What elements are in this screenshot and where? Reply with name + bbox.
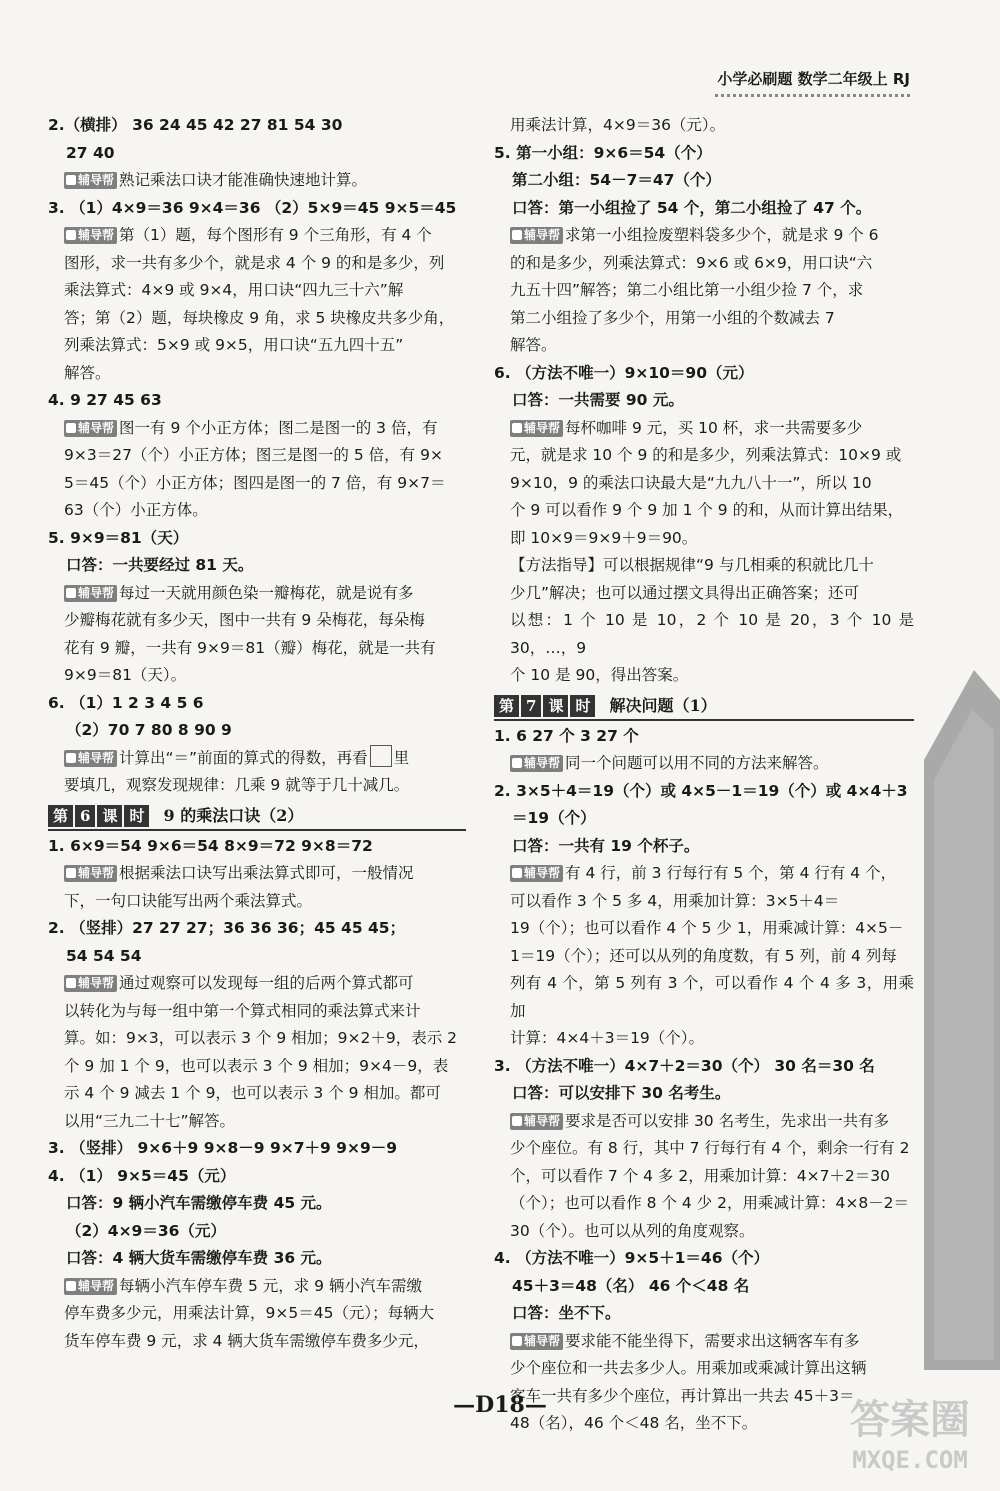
l6-q3: 3. （竖排） 9×6＋9 9×8－9 9×7＋9 9×9－9 (48, 1139, 398, 1157)
page-header-title: 小学必刷题 数学二年级上 RJ (717, 70, 910, 88)
l6-q4-answer2: 口答：4 辆大货车需缴停车费 36 元。 (66, 1249, 332, 1267)
q6-line2: （2）70 7 80 8 90 9 (66, 721, 232, 739)
hint-badge: 辅导帮 (510, 227, 563, 244)
hint-icon (512, 758, 522, 768)
l7-q4-answer: 口答：坐不下。 (512, 1304, 621, 1322)
l7-q3-answer: 口答：可以安排下 30 名考生。 (512, 1084, 731, 1102)
q5-answer: 口答：一共要经过 81 天。 (66, 556, 254, 574)
r-q5-line1: 5. 第一小组：9×6＝54（个） (494, 143, 712, 162)
right-column (494, 112, 914, 1438)
q2-hint: 辅导帮 熟记乘法口诀才能准确快速地计算。 (48, 167, 466, 195)
side-decoration (924, 670, 1000, 1370)
hint-icon (66, 588, 76, 598)
q5-hint: 辅导帮 每过一天就用颜色染一瓣梅花，就是说有多 少瓣梅花就有多少天，图中一共有 9 朵梅花，每朵梅 花有 9 瓣，一共有 9×9＝81（瓣）梅花，就是一共有 9×9＝81（天）。 (64, 583, 436, 684)
hint-icon (66, 175, 76, 185)
r-q6-method-guide: 【方法指导】可以根据规律“9 与几相乘的积就比几十 少几”解决；也可以通过摆文具得出正确答案；还可 以想：1 个 10 是 10，2 个 10 是 20，3 个 10 是 30，…，9 个 10 是 90，得出答案。 (510, 556, 914, 684)
header-dotted-rule (715, 94, 910, 97)
q6-hint: 辅导帮 计算出“＝”前面的算式的得数，再看 里 要填几，观察发现规律：几乘 9 就等于几十减几。 (48, 745, 466, 800)
q4-hint: 辅导帮 图一有 9 个小正方体；图二是图一的 3 倍，有 9×3＝27（个）小正方体；图三是图一的 5 倍，有 9× 5＝45（个）小正方体；图四是图一的 7 倍，有 9×7＝ 63（个）小正方体。 (64, 418, 446, 519)
l7-q2-line2: ＝19（个） (512, 809, 596, 827)
l7-q1-hint: 辅导帮 同一个问题可以用不同的方法来解答。 (494, 750, 914, 778)
l7-q4-line2: 45＋3＝48（名） 46 个＜48 名 (512, 1276, 750, 1295)
lesson-6-heading: 第 6 课 时 9 的乘法口诀（2） (48, 803, 466, 831)
l6-q4-line2: （2）4×9＝36（元） (66, 1221, 226, 1240)
q3-line1: 3. （1）4×9＝36 9×4＝36 （2）5×9＝45 9×5＝45 (48, 198, 457, 217)
q4-line1: 4. 9 27 45 63 (48, 391, 162, 409)
hint-badge: 辅导帮 (64, 227, 117, 244)
page-number: —D18— (453, 1392, 547, 1418)
hint-icon (512, 1336, 522, 1346)
l6-q4-line1: 4. （1） 9×5＝45（元） (48, 1166, 236, 1185)
hint-badge: 辅导帮 (64, 172, 117, 189)
hint-badge: 辅导帮 (64, 750, 117, 767)
hint-icon (512, 1116, 522, 1126)
l6-q4-answer1: 口答：9 辆小汽车需缴停车费 45 元。 (66, 1194, 332, 1212)
l7-q1: 1. 6 27 个 3 27 个 (494, 726, 639, 745)
left-column (48, 112, 466, 1355)
q5-line1: 5. 9×9＝81（天） (48, 528, 189, 547)
r-q6-line1: 6. （方法不唯一）9×10＝90（元） (494, 363, 754, 382)
l6-q4-hint: 辅导帮 每辆小汽车停车费 5 元，求 9 辆小汽车需缴 停车费多少元，用乘法计算，9×5＝45（元）；每辆大 货车停车费 9 元，求 4 辆大货车需缴停车费多少元， (64, 1276, 435, 1350)
hint-badge: 辅导帮 (510, 420, 563, 437)
continued-text: 用乘法计算，4×9＝36（元）。 (510, 116, 726, 134)
q3-hint: 辅导帮 第（1）题，每个图形有 9 个三角形，有 4 个 图形，求一共有多少个，就是求 4 个 9 的和是多少，列 乘法算式：4×9 或 9×4，用口诀“四九三十六”解 答；第（2）题，每块橡皮 9 角，求 5 块橡皮共多少角， 列乘法算式：5×9 或 9×5，用口诀“五九四十五” 解答。 (64, 226, 455, 382)
hint-icon (512, 230, 522, 240)
l6-q1-hint: 辅导帮 根据乘法口诀写出乘法算式即可，一般情况 下，一句口诀能写出两个乘法算式。 (64, 864, 414, 910)
l7-q4-line1: 4. （方法不唯一）9×5＋1＝46（个） (494, 1249, 769, 1267)
q2-line1: 2.（横排） 36 24 45 42 27 81 54 30 (48, 116, 343, 134)
hint-icon (66, 1281, 76, 1291)
l7-q2-answer: 口答：一共有 19 个杯子。 (512, 836, 700, 855)
l6-q2-line1: 2. （竖排）27 27 27；36 36 36；45 45 45； (48, 919, 406, 937)
lesson-7-title: 解决问题（1） (609, 695, 717, 715)
hint-badge: 辅导帮 (64, 585, 117, 602)
hint-icon (66, 868, 76, 878)
hint-badge: 辅导帮 (510, 755, 563, 772)
hint-badge: 辅导帮 (510, 865, 563, 882)
lesson-7-heading: 第 7 课 时 解决问题（1） (494, 693, 914, 721)
hint-icon (66, 423, 76, 433)
r-q5-hint: 辅导帮 求第一小组捡废塑料袋多少个，就是求 9 个 6 的和是多少，列乘法算式：9×6 或 6×9，用口诀“六 九五十四”解答；第二小组比第一小组少捡 7 个，求 第二小组捡了多少个，用第一小组的个数减去 7 解答。 (510, 226, 879, 354)
hint-icon (66, 978, 76, 988)
blank-box (370, 745, 392, 767)
hint-icon (512, 423, 522, 433)
hint-badge: 辅导帮 (64, 1278, 117, 1295)
hint-icon (512, 868, 522, 878)
l7-q2-line1: 2. 3×5＋4＝19（个）或 4×5－1＝19（个）或 4×4＋3 (494, 781, 908, 800)
l7-q3-line1: 3. （方法不唯一）4×7＋2＝30（个） 30 名＝30 名 (494, 1056, 875, 1075)
r-q5-line2: 第二小组：54－7＝47（个） (512, 171, 721, 189)
hint-badge: 辅导帮 (64, 420, 117, 437)
q6-line1: 6. （1）1 2 3 4 5 6 (48, 693, 204, 712)
hint-badge: 辅导帮 (64, 865, 117, 882)
q2-line2: 27 40 (66, 143, 115, 162)
hint-icon (66, 230, 76, 240)
l7-q2-hint: 辅导帮 有 4 行，前 3 行每行有 5 个，第 4 行有 4 个， 可以看作 3 个 5 多 4，用乘加计算：3×5＋4＝ 19（个）；也可以看作 4 个 5 少 1，用乘减计算：4×5－ 1＝19（个）；还可以从列的角度数，有 5 列，前 4 列每 列有 4 个，第 5 列有 3 个，可以看作 4 个 4 多 3，用乘加 计算：4×4＋3＝19（个）。 (510, 864, 914, 1047)
l6-q1: 1. 6×9＝54 9×6＝54 8×9＝72 9×8＝72 (48, 836, 373, 855)
r-q6-hint: 辅导帮 每杯咖啡 9 元，买 10 杯，求一共需要多少 元，就是求 10 个 9 的和是多少，列乘法算式：10×9 或 9×10，9 的乘法口诀最大是“九九八十一”，所以 10 个 9 可以看作 9 个 9 加 1 个 9 的和，从而计算出结果， 即 10×9＝9×9＋9＝90。 (510, 418, 904, 547)
hint-badge: 辅导帮 (64, 975, 117, 992)
watermark-logo: 答案圈 MXQE.COM (850, 1397, 970, 1474)
hint-badge: 辅导帮 (510, 1333, 563, 1350)
hint-badge: 辅导帮 (510, 1113, 563, 1130)
l7-q3-hint: 辅导帮 要求是否可以安排 30 名考生，先求出一共有多 少个座位。有 8 行，其中 7 行每行有 4 个，剩余一行有 2 个，可以看作 7 个 4 多 2，用乘加计算：4×7＋2＝30 （个）；也可以看作 8 个 4 少 2，用乘减计算：4×8－2＝ 30（个）。也可以从列的角度观察。 (510, 1111, 910, 1240)
l7-q4-hint: 辅导帮 要求能不能坐得下，需要求出这辆客车有多 少个座位和一共去多少人。用乘加或乘减计算出这辆 客车一共有多少个座位，再计算出一共去 45＋3＝ 48（名），46 个＜48 名，坐不下。 (510, 1331, 867, 1432)
r-q6-answer: 口答：一共需要 90 元。 (512, 391, 684, 409)
hint-icon (66, 753, 76, 763)
l6-q2-hint: 辅导帮 通过观察可以发现每一组的后两个算式都可 以转化为与每一组中第一个算式相同的乘法算式来计 算。如：9×3，可以表示 3 个 9 相加；9×2＋9，表示 2 个 9 加 1 个 9，也可以表示 3 个 9 相加；9×4－9，表 示 4 个 9 减去 1 个 9，也可以表示 3 个 9 相加。都可 以用“三九二十七”解答。 (64, 974, 458, 1130)
l6-q2-line2: 54 54 54 (66, 946, 142, 965)
lesson-6-title: 9 的乘法口诀（2） (163, 805, 304, 825)
r-q5-answer: 口答：第一小组捡了 54 个，第二小组捡了 47 个。 (512, 198, 872, 217)
